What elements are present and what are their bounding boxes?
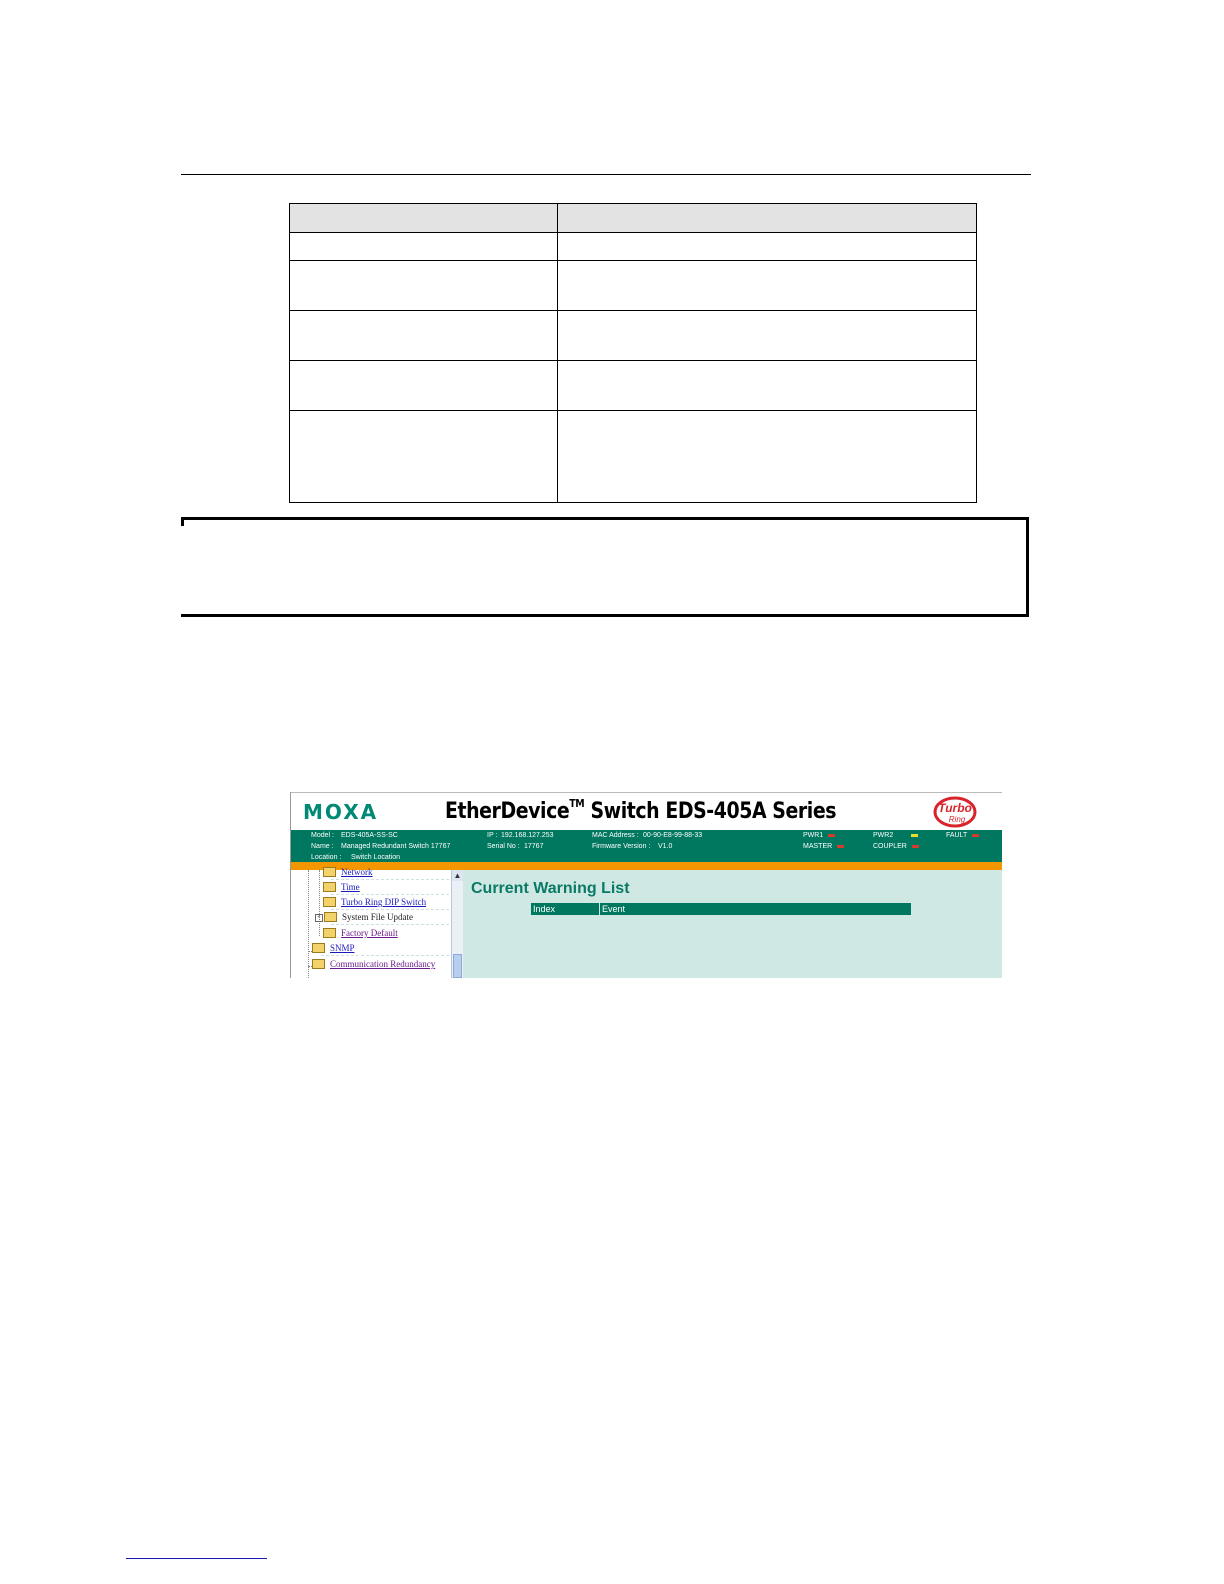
web-console-screenshot: [290, 792, 1002, 978]
folder-icon: [312, 943, 325, 953]
device-info-bar: Model : EDS-405A-SS-SC Name : Managed Redundant Switch 17767 Location : Switch Location IP : 192.168.127.253 Serial No : 17767 MAC Address : 00-90-E8-99-88-33 Firmware Version : V1.0 PWR1 PWR2 FAULT MASTER COUPLER: [291, 830, 1002, 862]
moxa-logo: MOXA: [303, 800, 379, 824]
turbo-ring-logo: [933, 796, 977, 828]
console-banner: [291, 792, 1002, 831]
warning-list-table: [531, 903, 911, 915]
header-rule: [181, 174, 1031, 175]
note-box: [181, 517, 1029, 617]
expand-icon[interactable]: +: [315, 914, 323, 922]
coupler-indicator: COUPLER: [873, 843, 919, 850]
column-header-index: Index: [533, 904, 556, 914]
fault-led: [972, 834, 979, 837]
table-row: [290, 361, 977, 411]
table-header-row: [290, 204, 977, 233]
footer-link-underline: [126, 1558, 267, 1559]
master-indicator: MASTER: [803, 843, 844, 850]
master-led: [837, 845, 844, 848]
tree-item-communication-redundancy[interactable]: Communication Redundancy: [312, 957, 435, 971]
svg-text:Turbo: Turbo: [938, 801, 972, 815]
pwr1-led: [828, 834, 835, 837]
event-table: [289, 203, 977, 503]
coupler-led: [912, 845, 919, 848]
folder-icon: [324, 912, 337, 922]
folder-icon: [323, 882, 336, 892]
folder-icon: [323, 897, 336, 907]
tree-item-factory-default[interactable]: Factory Default: [323, 926, 398, 940]
table-row: [290, 411, 977, 503]
table-row: [290, 261, 977, 311]
accent-stripe: [291, 862, 1002, 870]
pwr1-indicator: PWR1: [803, 832, 835, 839]
folder-icon: [312, 959, 325, 969]
tree-item-time[interactable]: Time: [323, 880, 360, 894]
scrollbar-thumb[interactable]: [453, 954, 462, 978]
tree-item-network[interactable]: Network: [323, 865, 373, 879]
nav-scrollbar[interactable]: [451, 870, 463, 978]
nav-tree-panel: [291, 867, 463, 978]
svg-text:Ring: Ring: [948, 815, 966, 824]
table-row: [290, 311, 977, 361]
tree-item-snmp[interactable]: SNMP: [312, 941, 355, 955]
page-title: Current Warning List: [471, 880, 630, 897]
tree-item-turbo-ring-dip-switch[interactable]: Turbo Ring DIP Switch: [323, 895, 426, 909]
scroll-up-arrow-icon[interactable]: ▲: [453, 871, 462, 880]
fault-indicator: FAULT: [946, 832, 979, 839]
tree-item-system-file-update[interactable]: + System File Update: [315, 910, 413, 924]
folder-icon: [323, 928, 336, 938]
folder-icon: [323, 867, 336, 877]
table-row: [290, 233, 977, 261]
pwr2-indicator: PWR2: [873, 832, 918, 839]
column-header-event: Event: [602, 904, 626, 914]
product-title: EtherDevice™ Switch EDS-405A Series: [445, 797, 837, 824]
nav-tree: [291, 867, 451, 978]
pwr2-led: [911, 834, 918, 837]
